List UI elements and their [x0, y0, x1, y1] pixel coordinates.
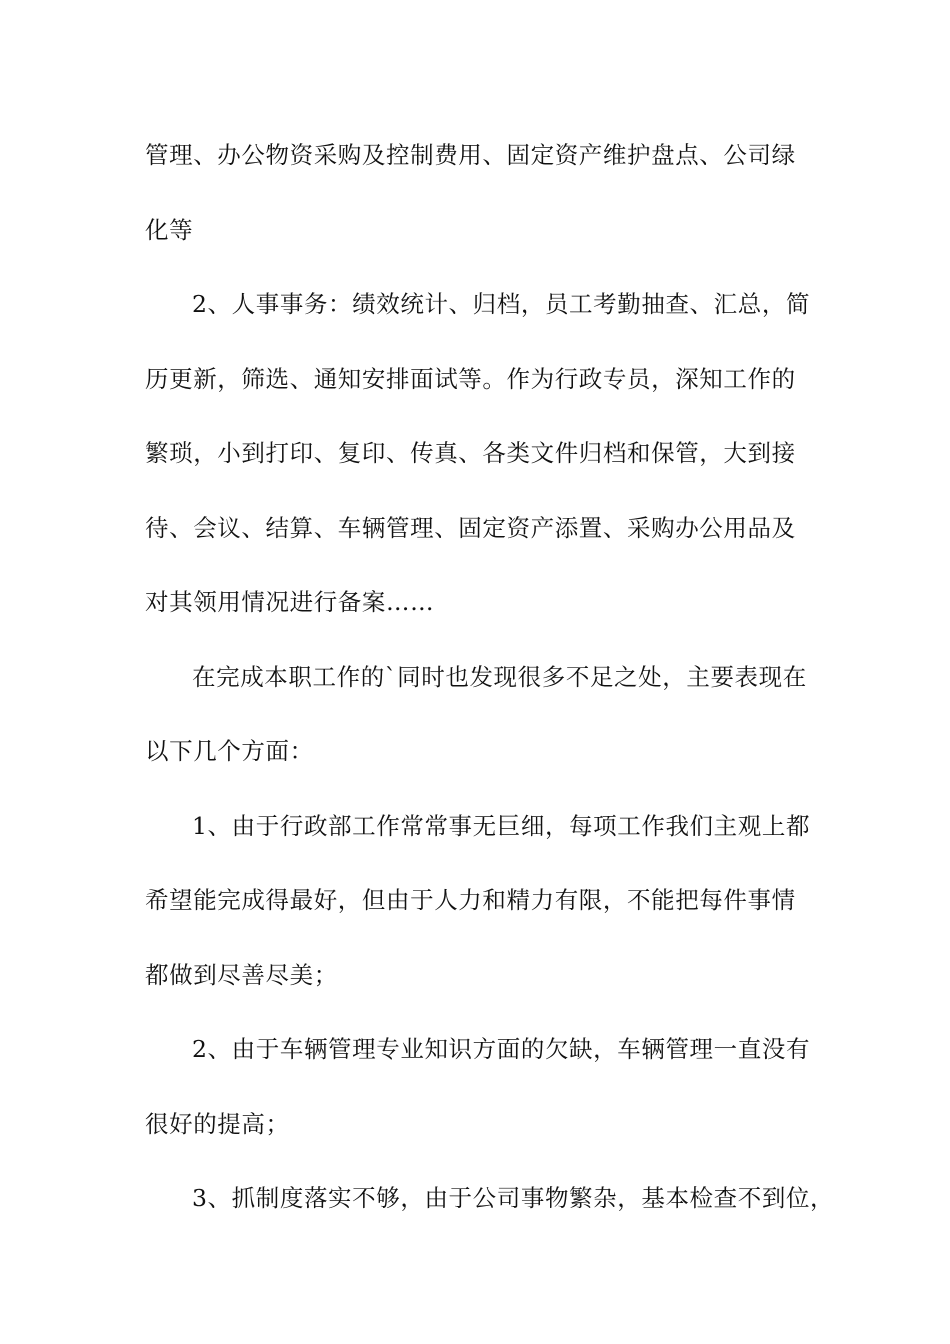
text-line: 历更新，筛选、通知安排面试等。作为行政专员，深知工作的: [145, 364, 796, 393]
text-line: 繁琐，小到打印、复印、传真、各类文件归档和保管，大到接: [145, 439, 796, 467]
paragraph-line: 3、抓制度落实不够，由于公司事物繁杂，基本检查不到位，: [192, 1184, 835, 1212]
text-line: 化等: [145, 215, 194, 244]
text-line: 很好的提高；: [145, 1109, 290, 1138]
text-line: 管理、办公物资采购及控制费用、固定资产维护盘点、公司绿: [145, 141, 796, 169]
text-line: 对其领用情况进行备案……: [145, 588, 435, 616]
paragraph-line: 2、由于车辆管理专业知识方面的欠缺，车辆管理一直没有: [192, 1035, 811, 1063]
paragraph-line: 在完成本职工作的`同时也发现很多不足之处，主要表现在: [192, 662, 807, 691]
text-line: 都做到尽善尽美；: [145, 960, 338, 989]
text-line: 希望能完成得最好，但由于人力和精力有限，不能把每件事情: [145, 886, 796, 914]
text-line: 以下几个方面：: [145, 737, 314, 765]
text-line: 待、会议、结算、车辆管理、固定资产添置、采购办公用品及: [145, 513, 796, 542]
document-body: [145, 128, 835, 1246]
paragraph-line: 1、由于行政部工作常常事无巨细，每项工作我们主观上都: [192, 811, 811, 840]
paragraph-line: 2、人事事务：绩效统计、归档，员工考勤抽查、汇总，简: [192, 290, 811, 318]
